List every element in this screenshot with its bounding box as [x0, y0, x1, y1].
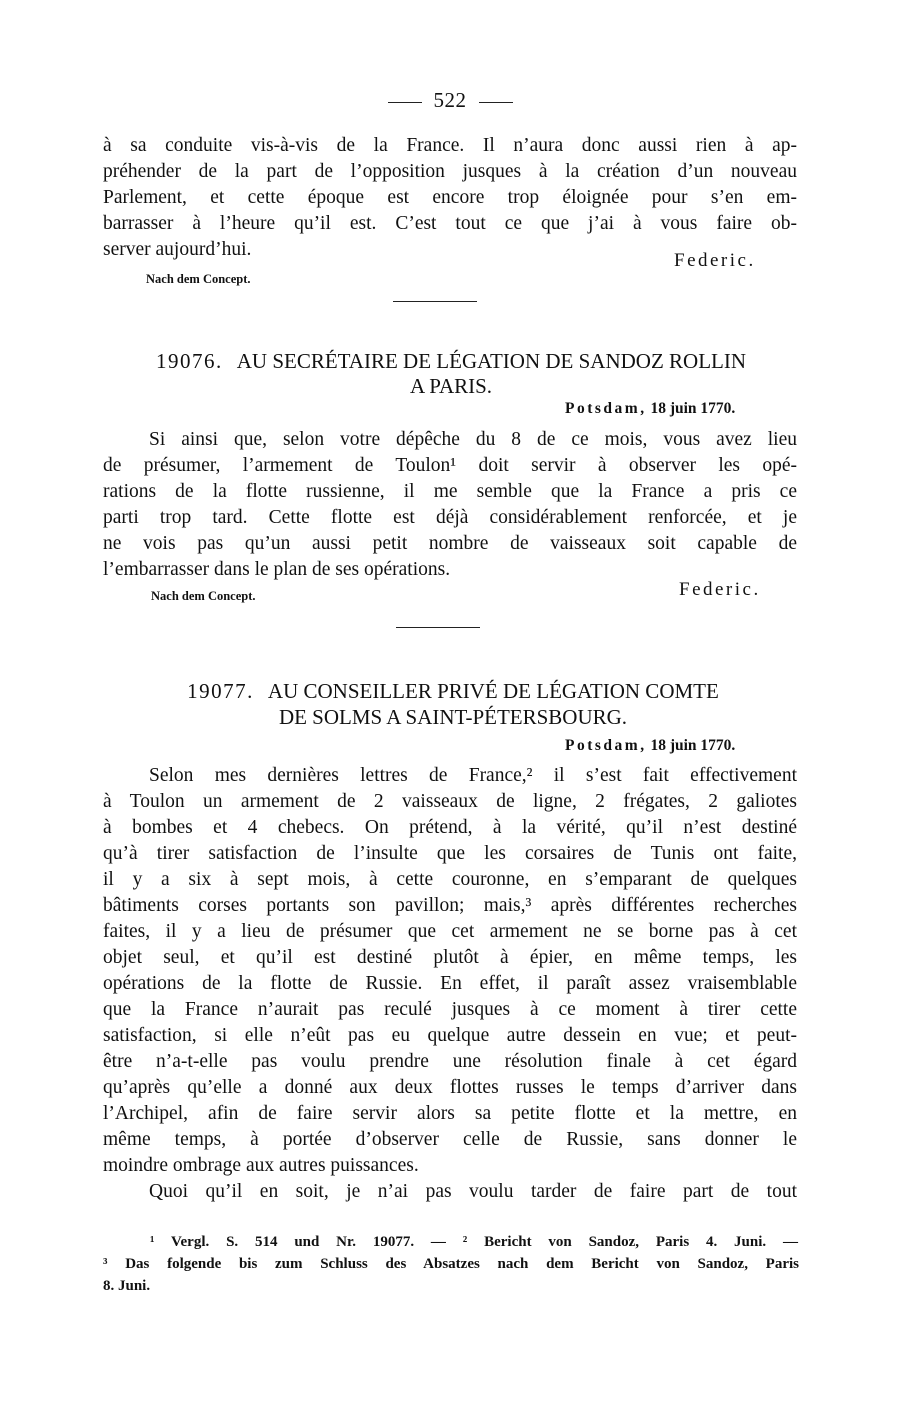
- header-dash-left: [388, 102, 422, 103]
- header-dash-right: [479, 102, 513, 103]
- footnote-line: ³ Das folgende bis zum Schluss des Absatzes nach dem Bericht von Sandoz, Paris: [103, 1256, 799, 1272]
- text-line: faites, il y a lieu de présumer que cet armement ne se borne pas à cet: [103, 921, 797, 942]
- text-line: Parlement, et cette époque est encore trop éloignée pour s’en em-: [103, 187, 797, 208]
- date-day: 18 juin 1770.: [650, 737, 736, 754]
- text-line: server aujourd’hui.: [103, 239, 252, 260]
- text-line: que la France n’aurait pas reculé jusques à ce moment à tirer cette: [103, 999, 797, 1020]
- letter-title-line2: DE SOLMS A SAINT-PÉTERSBOURG.: [278, 705, 628, 729]
- date-day: 18 juin 1770.: [650, 400, 736, 417]
- section-divider: [396, 627, 480, 628]
- text-line: qu’à tirer satisfaction de l’insulte que les corsaires de Tunis ont faite,: [103, 843, 797, 864]
- text-line: l’Archipel, afin de faire servir alors sa petite flotte et la mettre, en: [103, 1103, 797, 1124]
- text-line: qu’après qu’elle a donné aux deux flottes russes le temps d’arriver dans: [103, 1077, 797, 1098]
- footnote-line: 8. Juni.: [103, 1278, 151, 1294]
- text-line: l’embarrasser dans le plan de ses opérations.: [103, 559, 451, 580]
- letter-title-line2: A PARIS.: [409, 374, 493, 398]
- section-divider: [393, 301, 477, 302]
- text-line: moindre ombrage aux autres puissances.: [103, 1155, 419, 1176]
- text-line: ne vois pas qu’un aussi petit nombre de vaisseaux soit capable de: [103, 533, 797, 554]
- letter-heading-19076: [103, 347, 799, 375]
- letter-dateline: [565, 400, 735, 418]
- page-number: 522: [433, 88, 467, 112]
- text-line: objet seul, et qu’il est destiné plutôt à épier, en même temps, les: [103, 947, 797, 968]
- text-line: préhender de la part de l’opposition jusques à la création d’un nouveau: [103, 161, 797, 182]
- page-header: [0, 88, 900, 113]
- date-place: Potsdam,: [565, 400, 647, 417]
- concept-note: Nach dem Concept.: [151, 589, 256, 603]
- letter-title-line1: AU CONSEILLER PRIVÉ DE LÉGATION COMTE: [267, 679, 719, 703]
- text-line: à Toulon un armement de 2 vaisseaux de ligne, 2 frégates, 2 galiotes: [103, 791, 797, 812]
- text-line: Si ainsi que, selon votre dépêche du 8 de ce mois, vous avez lieu: [149, 429, 797, 450]
- date-place: Potsdam,: [565, 737, 647, 754]
- text-line: même temps, à portée d’observer celle de Russie, sans donner le: [103, 1129, 797, 1150]
- text-line: satisfaction, si elle n’eût pas eu quelque autre dessein en vue; et peut-: [103, 1025, 797, 1046]
- text-line: Quoi qu’il en soit, je n’ai pas voulu tarder de faire part de tout: [149, 1181, 797, 1202]
- text-line: de présumer, l’armement de Toulon¹ doit servir à observer les opé-: [103, 455, 797, 476]
- signature: Federic.: [674, 250, 756, 271]
- text-line: Selon mes dernières lettres de France,² il s’est fait effectivement: [149, 765, 797, 786]
- letter-number: 19077.: [187, 679, 254, 703]
- letter-dateline: [565, 737, 735, 755]
- text-line: bâtiments corses portants son pavillon; mais,³ après différentes recherches: [103, 895, 797, 916]
- text-line: parti trop tard. Cette flotte est déjà considérablement renforcée, et je: [103, 507, 797, 528]
- text-line: opérations de la flotte de Russie. En effet, il paraît assez vraisemblable: [103, 973, 797, 994]
- text-line: il y a six à sept mois, à cette couronne, en s’emparant de quelques: [103, 869, 797, 890]
- text-line: à bombes et 4 chebecs. On prétend, à la vérité, qu’il n’est destiné: [103, 817, 797, 838]
- signature: Federic.: [679, 579, 761, 600]
- letter-title-line1: AU SECRÉTAIRE DE LÉGATION DE SANDOZ ROLLIN: [236, 349, 747, 373]
- text-line: rations de la flotte russienne, il me semble que la France a pris ce: [103, 481, 797, 502]
- text-line: barrasser à l’heure qu’il est. C’est tout ce que j’ai à vous faire ob-: [103, 213, 797, 234]
- text-line: à sa conduite vis-à-vis de la France. Il n’aura donc aussi rien à ap-: [103, 135, 797, 156]
- concept-note: Nach dem Concept.: [146, 272, 251, 286]
- text-line: être n’a-t-elle pas voulu prendre une résolution finale à cet égard: [103, 1051, 797, 1072]
- letter-number: 19076.: [155, 349, 223, 373]
- letter-heading-19077: [100, 677, 806, 705]
- footnote-line: ¹ Vergl. S. 514 und Nr. 19077. — ² Bericht von Sandoz, Paris 4. Juni. —: [150, 1234, 798, 1250]
